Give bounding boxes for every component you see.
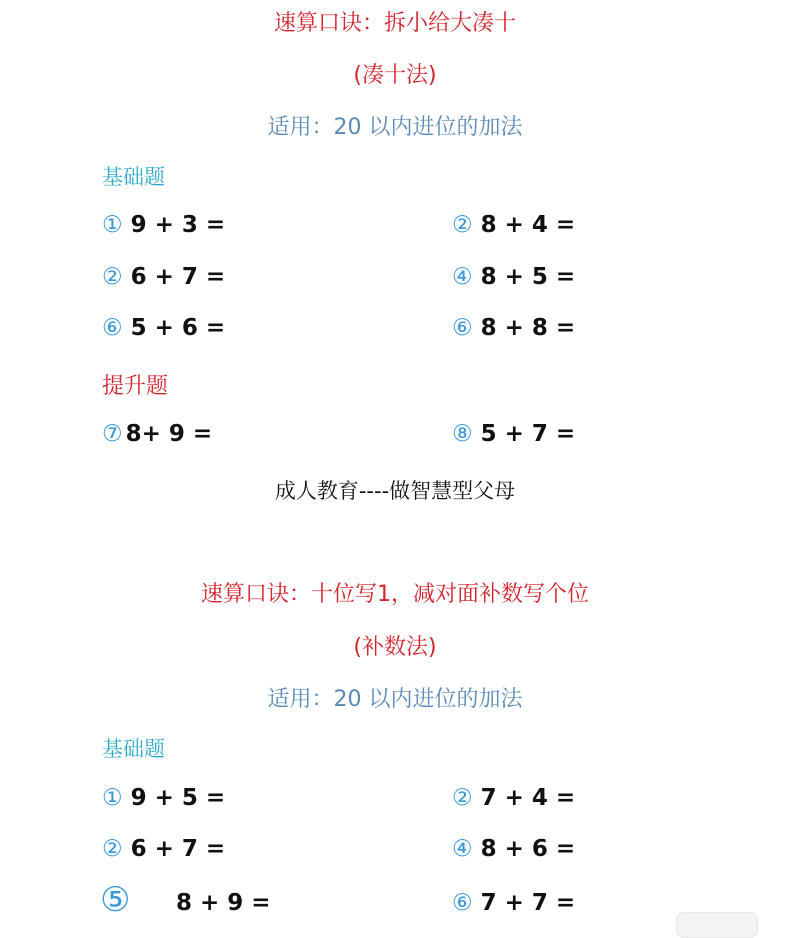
problem-expression: 8 + 6 = [480,836,576,862]
section1-basic-heading: 基础题 [102,165,165,189]
problem-item [102,836,225,862]
problem-expression: 7 + 4 = [480,785,576,811]
problem-item [452,890,575,916]
problem-number: ⑥ [452,890,473,916]
slogan: 成人教育----做智慧型父母 [274,479,516,503]
problem-item [452,315,575,341]
problem-number: ④ [452,264,473,290]
problem-expression: 6 + 7 = [130,264,226,290]
problem-expression: 5 + 6 = [130,315,226,341]
problem-expression: 9 + 5 = [130,785,226,811]
problem-expression: 8 + 5 = [480,264,576,290]
problem-number: ① [102,212,123,238]
problem-item [452,212,575,238]
problem-item [452,785,575,811]
problem-number: ④ [452,836,473,862]
problem-number: ② [102,264,123,290]
problem-number: ② [452,785,473,811]
problem-number: ② [102,836,123,862]
problem-expression: 5 + 7 = [480,421,576,447]
problem-number: ⑤ [100,880,131,920]
section2-scope: 适用：20 以内进位的加法 [267,687,523,712]
problem-item [102,421,212,447]
section1-title: 速算口诀：拆小给大凑十 [273,11,516,36]
problem-number: ⑦ [102,421,123,447]
problem-number: ⑥ [102,315,123,341]
problem-expression: 7 + 7 = [480,890,576,916]
problem-number: ① [102,785,123,811]
problem-item [102,212,225,238]
problem-expression: 8+ 9 = [125,421,213,447]
section1-method: (凑十法) [353,63,437,88]
problem-expression: 8 + 9 = [176,890,271,916]
problem-item [100,880,130,920]
section1-advanced-heading: 提升题 [102,374,169,399]
section1-scope: 适用：20 以内进位的加法 [267,115,523,140]
problem-item [102,315,225,341]
problem-expression: 8 + 4 = [480,212,576,238]
problem-number: ⑥ [452,315,473,341]
problem-item [102,785,225,811]
problem-number: ⑧ [452,421,473,447]
section2-title: 速算口诀：十位写1，减对面补数写个位 [201,582,589,607]
problem-item [176,890,271,916]
section2-method: (补数法) [353,635,437,660]
problem-expression: 9 + 3 = [130,212,226,238]
problem-item [452,421,575,447]
problem-item [102,264,225,290]
problem-item [452,264,575,290]
problem-expression: 6 + 7 = [130,836,226,862]
problem-expression: 8 + 8 = [480,315,576,341]
section2-basic-heading: 基础题 [102,737,165,761]
problem-number: ② [452,212,473,238]
problem-item [452,836,575,862]
overlay-button[interactable] [676,912,758,938]
